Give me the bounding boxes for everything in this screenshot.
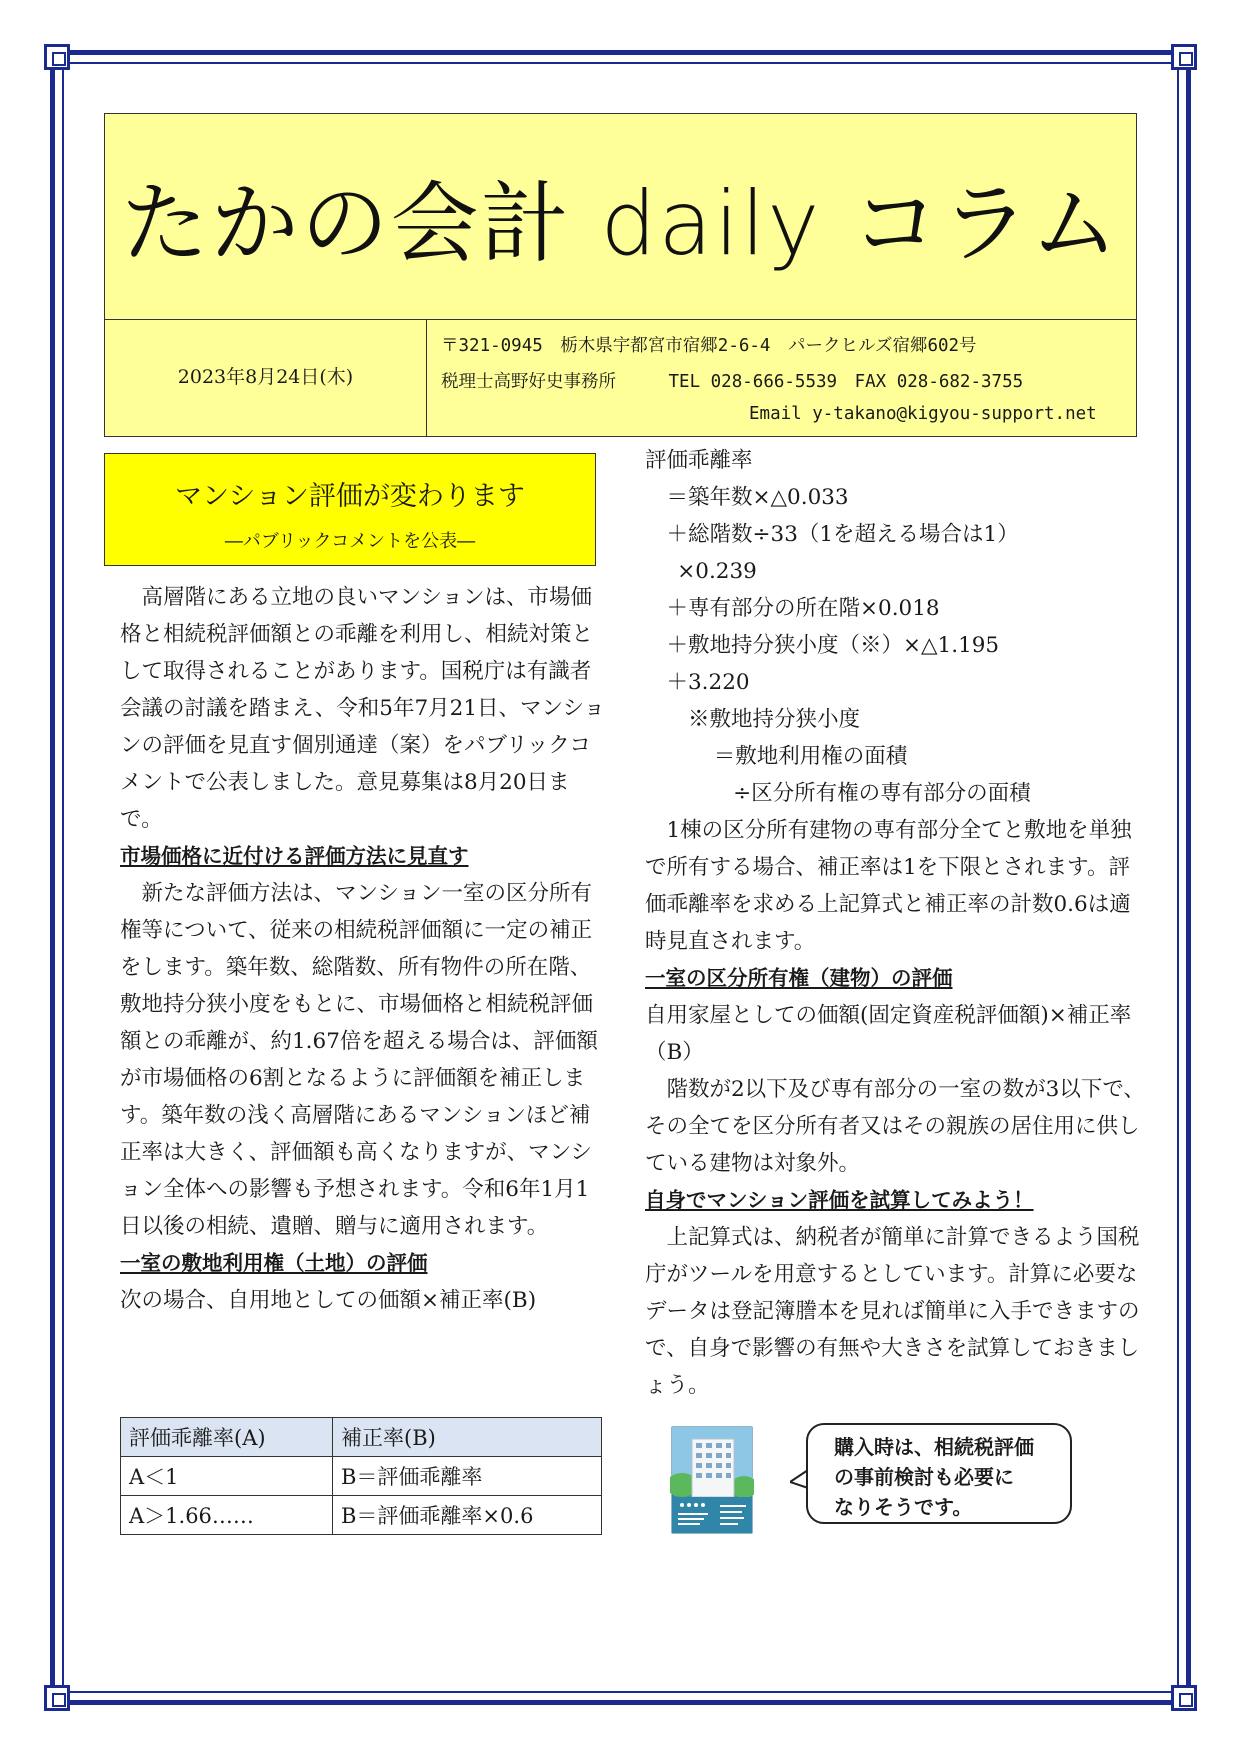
table-cell: A＞1.66‥‥‥	[121, 1496, 333, 1535]
section-heading-building: 一室の区分所有権（建物）の評価	[645, 966, 953, 990]
left-column	[120, 579, 608, 1319]
formula-line: ＋専有部分の所在階×0.018	[666, 596, 940, 621]
section-heading-land: 一室の敷地利用権（土地）の評価	[120, 1251, 428, 1275]
building-illustration	[670, 1425, 754, 1535]
border-corner-bottom-right	[1171, 1685, 1197, 1711]
land-evaluation-paragraph: 次の場合、自用地としての価額×補正率(B)	[120, 1288, 537, 1313]
newsletter-title: たかの会計 daily コラム	[120, 172, 1121, 275]
border-corner-top-right	[1171, 44, 1197, 70]
calculation-tool-paragraph: 上記算式は、納税者が簡単に計算できるよう国税庁がツールを用意するとしています。計算に必要なデータは登記簿謄本を見れば簡単に入手できますので、自身で影響の有無や大きさを試算しておきましょう。	[645, 1225, 1140, 1398]
speech-bubble	[806, 1423, 1072, 1524]
exclusion-paragraph: 階数が2以下及び専有部分の一室の数が3以下で、その全てを区分所有者又はその親族の居住用に供している建物は対象外。	[645, 1077, 1145, 1176]
section-heading-try-calculation: 自身でマンション評価を試算してみよう！	[645, 1188, 1034, 1212]
table-row	[121, 1457, 602, 1496]
formula-line: ＋3.220	[666, 670, 750, 695]
table-cell: A＜1	[121, 1457, 333, 1496]
formula-line: ＋総階数÷33（1を超える場合は1）	[666, 522, 1019, 547]
office-email: Email y-takano@kigyou-support.net	[749, 404, 1097, 424]
article-headline-box	[104, 453, 596, 566]
contact-cell	[427, 320, 1136, 436]
article-subtitle: ―パブリックコメントを公表―	[224, 531, 476, 552]
correction-rate-table	[120, 1417, 602, 1535]
title-row	[105, 114, 1136, 320]
building-evaluation-paragraph: 自用家屋としての価額(固定資産税評価額)×補正率（B）	[645, 1003, 1132, 1065]
section-heading-market-price: 市場価格に近付ける評価方法に見直す	[120, 844, 469, 868]
table-cell: B＝評価乖離率	[333, 1457, 602, 1496]
border-corner-bottom-left	[44, 1685, 70, 1711]
formula-line: ＝敷地利用権の面積	[713, 744, 908, 769]
evaluation-method-paragraph: 新たな評価方法は、マンション一室の区分所有権等について、従来の相続税評価額に一定の補正をします。築年数、総階数、所有物件の所在階、敷地持分狭小度をもとに、市場価格と相続税評価額との乖離が、約1.67倍を超える場合は、評価額が市場価格の6割となるように評価額を補正します。築年数の浅く高層階にあるマンションほど補正率は大きく、評価額も高くなりますが、マンション全体への影響も予想されます。令和6年1月1日以後の相続、遺贈、贈与に適用されます。	[120, 881, 598, 1239]
formula-line: ※敷地持分狭小度	[688, 707, 861, 732]
formula-line: ×0.239	[677, 559, 757, 584]
formula-line: ＝築年数×△0.033	[666, 485, 849, 510]
formula-title: 評価乖離率	[645, 448, 753, 473]
bubble-line: の事前検討も必要に	[834, 1465, 1014, 1489]
table-row	[121, 1496, 602, 1535]
date-cell	[105, 320, 427, 436]
table-header-row	[121, 1418, 602, 1457]
intro-paragraph: 高層階にある立地の良いマンションは、市場価格と相続税評価額との乖離を利用し、相続対策として取得されることがあります。国税庁は有識者会議の討議を踏まえ、令和5年7月21日、マンションの評価を見直す個別通達（案）をパブリックコメントで公表しました。意見募集は8月20日まで。	[120, 585, 606, 832]
table-header-cell: 補正率(B)	[333, 1418, 602, 1457]
article-title: マンション評価が変わります	[175, 481, 525, 512]
lower-limit-paragraph: 1棟の区分所有建物の専有部分全てと敷地を単独で所有する場合、補正率は1を下限とされます。評価乖離率を求める上記算式と補正率の計数0.6は適時見直されます。	[645, 818, 1132, 954]
table-header-cell: 評価乖離率(A)	[121, 1418, 333, 1457]
issue-date: 2023年8月24日(木)	[177, 366, 354, 388]
newsletter-header	[104, 113, 1137, 437]
right-column	[645, 442, 1145, 1404]
formula-line: ＋敷地持分狭小度（※）×△1.195	[666, 633, 1000, 658]
bubble-line: 購入時は、相続税評価	[834, 1435, 1034, 1459]
office-contact: 税理士高野好史事務所 TEL 028-666-5539 FAX 028-682-3755	[441, 372, 1024, 392]
border-corner-top-left	[44, 44, 70, 70]
formula-line: ÷区分所有権の専有部分の面積	[733, 781, 1031, 806]
table-cell: B＝評価乖離率×0.6	[333, 1496, 602, 1535]
bubble-line: なりそうです。	[834, 1495, 973, 1519]
office-address: 〒321-0945 栃木県宇都宮市宿郷2-6-4 パークヒルズ宿郷602号	[441, 336, 977, 356]
